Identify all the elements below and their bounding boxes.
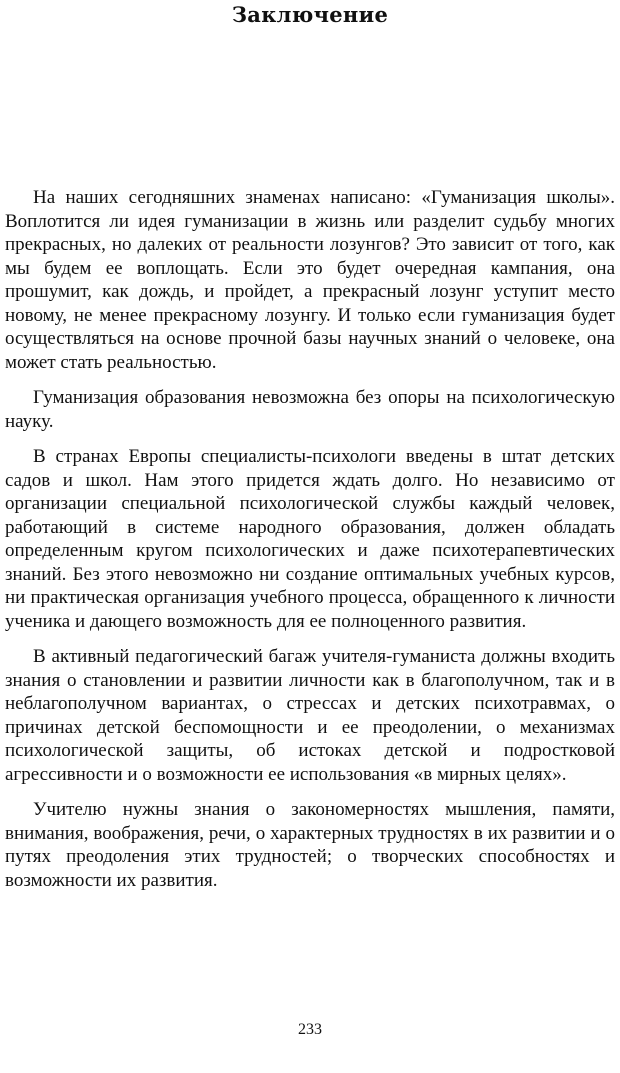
body-text xyxy=(5,186,615,904)
paragraph-2: Гуманизация образования невозможна без опоры на психологическую науку. xyxy=(5,387,615,432)
paragraph-3: В странах Европы специалисты-психологи введены в штат детских садов и школ. Нам этого придется ждать долго. Но независимо от организации специальной психологической службы каждый человек, работающий в системе народного образования, должен обладать определенным кругом психологических и даже психотерапевтических знаний. Без этого невозможно ни создание оптимальных учебных курсов, ни практическая организация учебного процесса, обращенного к личности ученика и дающего возможность для ее полноценного развития. xyxy=(5,446,615,632)
paragraph-5: Учителю нужны знания о закономерностях мышления, памяти, внимания, воображения, речи, о характерных трудностях в их развитии и о путях преодоления этих трудностей; о творческих способностях и возможности их развития. xyxy=(5,799,615,891)
page-number: 233 xyxy=(298,1021,322,1038)
chapter-title: Заключение xyxy=(231,2,389,27)
paragraph-1: На наших сегодняшних знаменах написано: «Гуманизация школы». Воплотится ли идея гуманизации в жизнь или разделит судьбу многих прекрасных, но далеких от реальности лозунгов? Это зависит от того, как мы будем ее воплощать. Если это будет очередная кампания, она прошумит, как дождь, и пройдет, а прекрасный лозунг уступит место новому, не менее прекрасному лозунгу. И только если гуманизация будет осуществляться на основе прочной базы научных знаний о человеке, она может стать реальностью. xyxy=(5,187,615,373)
paragraph-4: В активный педагогический багаж учителя-гуманиста должны входить знания о становлении и развитии личности как в благополучном, так и в неблагополучном вариантах, о стрессах и детских психотравмах, о причинах детской беспомощности и ее преодолении, о механизмах психологической защиты, об истоках детской и подростковой агрессивности и о возможности ее использования «в мирных целях». xyxy=(5,646,615,785)
